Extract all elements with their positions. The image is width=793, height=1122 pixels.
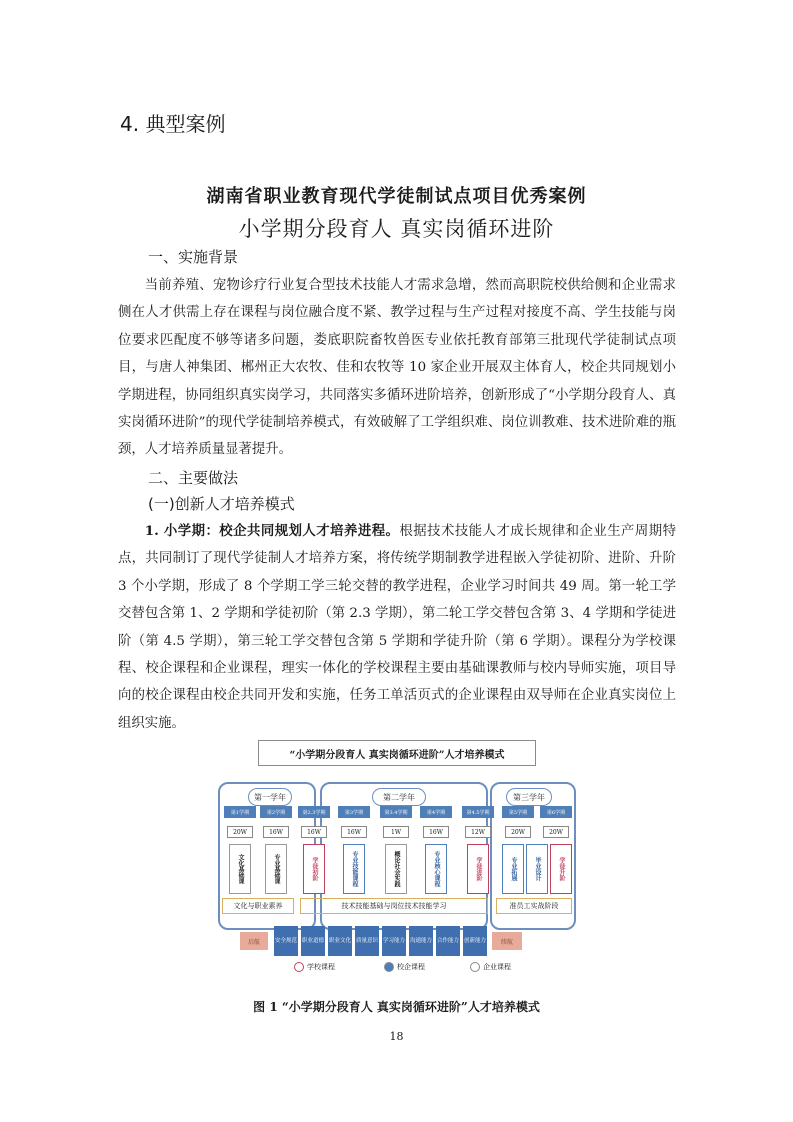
document-title: 湖南省职业教育现代学徒制试点项目优秀案例	[206, 186, 587, 207]
background-text: 当前养殖、宠物诊疗行业复合型技术技能人才需求急增，然而高职院校供给侧和企业需求侧在人才供需上存在课程与岗位融合度不紧、教学过程与生产过程对接度不高、学生技能与岗位要求匹配度不够等诸多问题，娄底职院畜牧兽医专业依托教育部第三批现代学徒制试点项目，与唐人神集团、郴州正大农牧、佳和农牧等 10 家企业开展双主体育人，校企共同规划小学期进程，协同组织真实岗学习，共同落实多循环进阶培养，创新形成了“小学期分段育人、真实岗循环进阶”的现代学徒制培养模式，有效破解了工学组织难、岗位训教难、技术进阶难的瓶颈，人才培养质量显著提升。	[118, 278, 676, 458]
skill-learning: 学习能力	[382, 926, 406, 956]
page-number: 18	[389, 1030, 404, 1043]
year-label-1: 第一学年	[248, 788, 292, 806]
background-paragraph	[118, 272, 676, 464]
course-apprentice-initial: 学徒初阶	[303, 844, 325, 894]
skill-ethics: 职业道德	[301, 926, 325, 956]
bar-practice-stage: 准员工实战阶段	[496, 898, 572, 914]
weeks-2: 16W	[263, 826, 289, 838]
legend-dot-school-enterprise	[384, 962, 394, 972]
heading-methods: 二、主要做法	[148, 469, 239, 487]
skill-quality: 质量意识	[355, 926, 379, 956]
legend-label-school-enterprise: 校企课程	[397, 963, 425, 971]
semester-5: 第5学期	[502, 806, 534, 818]
course-apprentice-advance: 学徒进阶	[467, 844, 489, 894]
weeks-3-4: 1W	[383, 826, 409, 838]
weeks-4-5: 12W	[465, 826, 491, 838]
semester-1: 第1学期	[224, 806, 256, 818]
course-apprentice-promotion: 学徒升阶	[550, 844, 572, 894]
course-graduation-design: 毕业设计	[526, 844, 548, 894]
skill-cooperation: 合作能力	[436, 926, 460, 956]
semester-2-3: 第2.3学期	[298, 806, 330, 818]
skill-safety: 安全规范	[274, 926, 298, 956]
methods-paragraph	[118, 518, 676, 737]
skill-innovation: 创新能力	[463, 926, 487, 956]
bar-skill-learning: 技术技能基础与岗位技术技能学习	[300, 898, 488, 914]
heading-background: 一、实施背景	[148, 248, 239, 266]
year-label-3: 第三学年	[506, 788, 552, 806]
section-heading: 4. 典型案例	[120, 112, 226, 136]
weeks-3: 16W	[341, 826, 367, 838]
legend-dot-enterprise	[470, 962, 480, 972]
course-major-skill: 专业技能课程	[343, 844, 365, 894]
legend-label-school: 学校课程	[307, 963, 335, 971]
course-major-basic: 专业基础课	[265, 844, 287, 894]
semester-4: 第4学期	[420, 806, 452, 818]
legend-label-enterprise: 企业课程	[483, 963, 511, 971]
legend-school	[294, 962, 335, 972]
subheading-model: (一)创新人才培养模式	[148, 495, 295, 513]
skill-culture: 职业文化	[328, 926, 352, 956]
arrow-start: 启航	[240, 932, 268, 950]
weeks-6: 20W	[543, 826, 569, 838]
legend-enterprise	[470, 962, 511, 972]
document-subtitle: 小学期分段育人 真实岗循环进阶	[238, 217, 555, 241]
year-label-2: 第二学年	[372, 788, 426, 806]
bar-culture-literacy: 文化与职业素养	[222, 898, 294, 914]
course-social-practice: 概论社会实践	[385, 844, 407, 894]
legend-dot-school	[294, 962, 304, 972]
weeks-5: 20W	[505, 826, 531, 838]
weeks-2-3: 16W	[301, 826, 327, 838]
diagram-title: “小学期分段育人 真实岗循环进阶”人才培养模式	[258, 740, 536, 766]
semester-6: 第6学期	[540, 806, 572, 818]
weeks-4: 16W	[423, 826, 449, 838]
figure-caption: 图 1 “小学期分段育人 真实岗循环进阶”人才培养模式	[253, 1000, 540, 1014]
training-model-diagram	[214, 740, 580, 980]
methods-text: 根据技术技能人才成长规律和企业生产周期特点，共同制订了现代学徒制人才培养方案，将传统学期制教学进程嵌入学徒初阶、进阶、升阶 3 个小学期，形成了 8 个学期工学三轮交替的教学进程，企业学习时间共 49 周。第一轮工学交替包含第 1、2 学期和学徒初阶（第 2.3 学期），第二轮工学交替包含第 3、4 学期和学徒进阶（第 4.5 学期），第三轮工学交替包含第 5 学期和学徒升阶（第 6 学期）。课程分为学校课程、校企课程和企业课程，理实一体化的学校课程主要由基础课教师与校内导师实施，项目导向的校企课程由校企共同开发和实施，任务工单活页式的企业课程由双导师在企业真实岗位上组织实施。	[118, 524, 677, 731]
skill-communication: 沟通能力	[409, 926, 433, 956]
legend-school-enterprise	[384, 962, 425, 972]
course-major-core: 专业核心课程	[425, 844, 447, 894]
semester-3: 第3学期	[338, 806, 370, 818]
course-culture: 文化基础课	[229, 844, 251, 894]
semester-2: 第2学期	[260, 806, 292, 818]
weeks-1: 20W	[227, 826, 253, 838]
arrow-end: 续航	[492, 932, 522, 950]
methods-lead: 1. 小学期：校企共同规划人才培养进程。	[144, 523, 400, 539]
semester-4-5: 第4.5学期	[462, 806, 494, 818]
semester-3-4: 第3.4学期	[380, 806, 412, 818]
course-major-extension: 专业拓展	[502, 844, 524, 894]
